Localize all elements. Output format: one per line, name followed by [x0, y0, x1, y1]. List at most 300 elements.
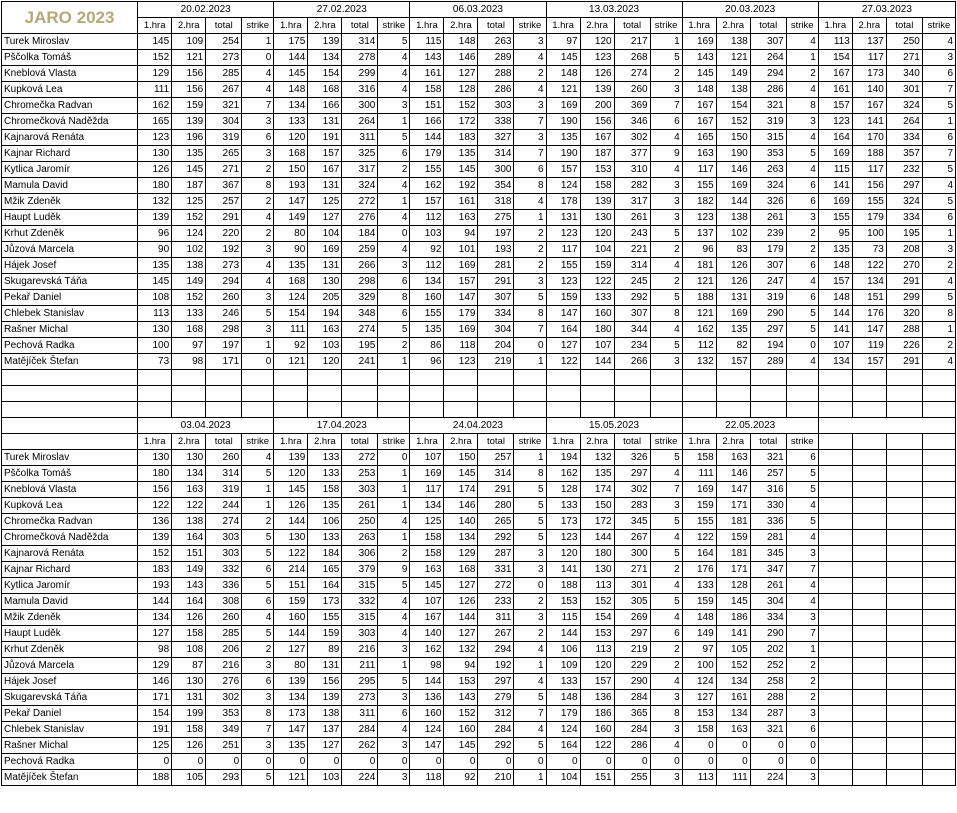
score-cell: 126 — [444, 594, 478, 610]
score-cell: 146 — [138, 674, 172, 690]
score-cell: 148 — [682, 610, 716, 626]
score-cell: 197 — [478, 226, 514, 242]
score-cell: 5 — [922, 290, 955, 306]
score-cell: 2 — [378, 546, 410, 562]
player-name: Kneblová Vlasta — [2, 482, 138, 498]
empty-cell — [922, 738, 955, 754]
score-cell: 140 — [444, 514, 478, 530]
empty-cell — [478, 386, 514, 402]
empty-cell — [172, 402, 206, 418]
score-cell: 120 — [580, 226, 614, 242]
score-cell: 224 — [750, 770, 786, 786]
score-cell: 143 — [444, 690, 478, 706]
column-header: 2.hra — [716, 18, 750, 34]
score-cell: 147 — [546, 306, 580, 322]
score-cell: 135 — [138, 258, 172, 274]
score-cell: 132 — [682, 354, 716, 370]
score-cell: 5 — [650, 50, 682, 66]
score-cell: 314 — [206, 466, 242, 482]
empty-cell — [852, 482, 886, 498]
score-cell: 164 — [546, 322, 580, 338]
score-cell: 121 — [274, 354, 308, 370]
score-cell: 300 — [342, 98, 378, 114]
score-cell: 136 — [138, 514, 172, 530]
score-cell: 168 — [444, 562, 478, 578]
score-cell: 135 — [546, 130, 580, 146]
score-cell: 8 — [786, 98, 818, 114]
score-cell: 3 — [242, 290, 274, 306]
score-cell: 127 — [444, 66, 478, 82]
empty-cell — [2, 418, 138, 434]
score-cell: 315 — [342, 610, 378, 626]
score-cell: 1 — [378, 498, 410, 514]
score-cell: 2 — [786, 690, 818, 706]
player-name: Matějíček Štefan — [2, 354, 138, 370]
score-cell: 291 — [886, 354, 922, 370]
score-cell: 4 — [786, 498, 818, 514]
empty-cell — [818, 466, 852, 482]
score-cell: 4 — [650, 258, 682, 274]
score-cell: 4 — [242, 450, 274, 466]
score-cell: 130 — [138, 146, 172, 162]
score-cell: 243 — [614, 226, 650, 242]
column-header: 2.hra — [308, 18, 342, 34]
score-cell: 92 — [410, 242, 444, 258]
score-cell: 284 — [614, 722, 650, 738]
score-cell: 160 — [444, 722, 478, 738]
score-cell: 4 — [650, 610, 682, 626]
score-cell: 232 — [886, 162, 922, 178]
score-cell: 145 — [444, 466, 478, 482]
player-row — [2, 674, 956, 690]
score-cell: 3 — [650, 354, 682, 370]
score-cell: 292 — [478, 738, 514, 754]
score-cell: 90 — [274, 242, 308, 258]
score-cell: 134 — [716, 674, 750, 690]
score-cell: 324 — [750, 178, 786, 194]
score-cell: 285 — [206, 66, 242, 82]
score-cell: 145 — [172, 162, 206, 178]
score-cell: 5 — [650, 338, 682, 354]
empty-cell — [922, 642, 955, 658]
score-cell: 164 — [172, 530, 206, 546]
score-cell: 168 — [274, 274, 308, 290]
score-cell: 272 — [478, 578, 514, 594]
score-cell: 134 — [410, 498, 444, 514]
score-cell: 321 — [206, 98, 242, 114]
score-cell: 166 — [410, 114, 444, 130]
score-cell: 127 — [308, 210, 342, 226]
player-name: Jůzová Marcela — [2, 242, 138, 258]
score-cell: 158 — [172, 626, 206, 642]
player-row — [2, 626, 956, 642]
score-cell: 167 — [682, 98, 716, 114]
score-cell: 137 — [308, 722, 342, 738]
score-cell: 5 — [242, 626, 274, 642]
empty-cell — [818, 690, 852, 706]
score-cell: 108 — [172, 642, 206, 658]
score-cell: 145 — [444, 162, 478, 178]
score-cell: 6 — [922, 210, 955, 226]
score-cell: 2 — [514, 66, 546, 82]
empty-cell — [274, 386, 308, 402]
score-cell: 195 — [342, 338, 378, 354]
column-header: total — [478, 434, 514, 450]
score-cell: 152 — [138, 546, 172, 562]
score-cell: 122 — [852, 258, 886, 274]
score-cell: 2 — [242, 162, 274, 178]
score-cell: 0 — [378, 754, 410, 770]
score-cell: 246 — [206, 306, 242, 322]
score-cell: 271 — [886, 50, 922, 66]
score-cell: 320 — [886, 306, 922, 322]
score-cell: 140 — [852, 82, 886, 98]
score-cell: 153 — [580, 162, 614, 178]
score-cell: 94 — [444, 658, 478, 674]
column-header: 1.hra — [546, 434, 580, 450]
score-cell: 354 — [478, 178, 514, 194]
score-cell: 157 — [444, 274, 478, 290]
player-row — [2, 114, 956, 130]
empty-cell — [852, 386, 886, 402]
score-cell: 179 — [410, 146, 444, 162]
score-cell: 292 — [614, 290, 650, 306]
player-name: Pechová Radka — [2, 754, 138, 770]
score-cell: 155 — [546, 258, 580, 274]
score-cell: 128 — [716, 578, 750, 594]
empty-cell — [478, 370, 514, 386]
score-cell: 6 — [786, 290, 818, 306]
score-cell: 186 — [716, 610, 750, 626]
score-cell: 120 — [580, 34, 614, 50]
score-cell: 3 — [514, 98, 546, 114]
score-cell: 113 — [682, 770, 716, 786]
empty-cell — [886, 482, 922, 498]
score-cell: 0 — [242, 754, 274, 770]
player-row — [2, 546, 956, 562]
score-cell: 151 — [274, 578, 308, 594]
score-cell: 104 — [308, 226, 342, 242]
score-cell: 0 — [172, 754, 206, 770]
score-cell: 3 — [242, 146, 274, 162]
score-cell: 145 — [274, 482, 308, 498]
score-cell: 264 — [886, 114, 922, 130]
score-cell: 134 — [274, 690, 308, 706]
score-cell: 262 — [342, 738, 378, 754]
player-row — [2, 258, 956, 274]
score-cell: 326 — [750, 194, 786, 210]
score-cell: 164 — [308, 578, 342, 594]
empty-cell — [546, 370, 580, 386]
score-cell: 146 — [444, 498, 478, 514]
score-cell: 286 — [614, 738, 650, 754]
score-cell: 2 — [786, 242, 818, 258]
score-cell: 154 — [308, 66, 342, 82]
score-cell: 164 — [172, 594, 206, 610]
score-cell: 145 — [716, 594, 750, 610]
score-cell: 311 — [342, 130, 378, 146]
score-cell: 165 — [138, 114, 172, 130]
empty-cell — [786, 402, 818, 418]
session-date: 27.02.2023 — [274, 2, 410, 18]
score-cell: 377 — [614, 146, 650, 162]
empty-cell — [378, 386, 410, 402]
score-cell: 287 — [750, 706, 786, 722]
score-cell: 1 — [922, 114, 955, 130]
score-cell: 1 — [378, 530, 410, 546]
empty-cell — [852, 738, 886, 754]
empty-cell — [852, 610, 886, 626]
column-header: strike — [786, 434, 818, 450]
score-cell: 120 — [580, 658, 614, 674]
score-cell: 134 — [444, 530, 478, 546]
score-cell: 152 — [716, 658, 750, 674]
empty-cell — [852, 402, 886, 418]
score-cell: 168 — [274, 146, 308, 162]
score-cell: 153 — [546, 594, 580, 610]
score-cell: 159 — [308, 626, 342, 642]
score-cell: 130 — [580, 210, 614, 226]
score-cell: 130 — [274, 530, 308, 546]
score-cell: 289 — [750, 354, 786, 370]
results-sheet — [1, 1, 956, 786]
column-header: 1.hra — [682, 18, 716, 34]
player-row — [2, 482, 956, 498]
score-cell: 122 — [580, 738, 614, 754]
score-cell: 250 — [342, 514, 378, 530]
score-cell: 113 — [580, 578, 614, 594]
score-cell: 167 — [580, 130, 614, 146]
score-cell: 141 — [818, 178, 852, 194]
score-cell: 105 — [172, 770, 206, 786]
empty-cell — [580, 386, 614, 402]
score-cell: 5 — [922, 162, 955, 178]
score-cell: 135 — [274, 738, 308, 754]
score-cell: 0 — [786, 338, 818, 354]
score-cell: 169 — [682, 34, 716, 50]
score-cell: 145 — [410, 578, 444, 594]
empty-cell — [682, 370, 716, 386]
session-date: 03.04.2023 — [138, 418, 274, 434]
score-cell: 3 — [378, 642, 410, 658]
score-cell: 3 — [650, 82, 682, 98]
score-cell: 180 — [580, 322, 614, 338]
score-cell: 111 — [274, 322, 308, 338]
score-cell: 111 — [138, 82, 172, 98]
score-cell: 286 — [750, 82, 786, 98]
score-cell: 346 — [614, 114, 650, 130]
empty-cell — [886, 706, 922, 722]
score-cell: 153 — [444, 674, 478, 690]
empty-cell — [308, 386, 342, 402]
score-cell: 127 — [274, 642, 308, 658]
empty-cell — [242, 386, 274, 402]
score-cell: 285 — [206, 626, 242, 642]
empty-cell — [410, 370, 444, 386]
score-cell: 144 — [274, 514, 308, 530]
score-cell: 4 — [786, 162, 818, 178]
player-name: Pščolka Tomáš — [2, 466, 138, 482]
score-cell: 348 — [342, 306, 378, 322]
score-cell: 152 — [580, 594, 614, 610]
score-cell: 0 — [716, 754, 750, 770]
score-cell: 303 — [342, 626, 378, 642]
score-cell: 104 — [580, 242, 614, 258]
score-cell: 280 — [478, 498, 514, 514]
score-cell: 3 — [514, 546, 546, 562]
score-cell: 340 — [886, 66, 922, 82]
score-cell: 103 — [410, 226, 444, 242]
empty-cell — [682, 386, 716, 402]
score-cell: 141 — [546, 562, 580, 578]
score-cell: 139 — [274, 674, 308, 690]
score-cell: 260 — [614, 82, 650, 98]
score-cell: 156 — [172, 66, 206, 82]
score-cell: 1 — [378, 658, 410, 674]
score-cell: 204 — [478, 338, 514, 354]
score-cell: 194 — [546, 450, 580, 466]
column-header: strike — [786, 18, 818, 34]
score-cell: 137 — [852, 34, 886, 50]
score-cell: 4 — [514, 722, 546, 738]
score-cell: 2 — [514, 594, 546, 610]
score-cell: 344 — [614, 322, 650, 338]
empty-cell — [478, 402, 514, 418]
score-cell: 167 — [852, 98, 886, 114]
column-header: strike — [922, 18, 955, 34]
score-cell: 5 — [922, 194, 955, 210]
empty-cell — [818, 642, 852, 658]
score-cell: 4 — [514, 82, 546, 98]
score-cell: 158 — [410, 530, 444, 546]
score-cell: 327 — [478, 130, 514, 146]
score-cell: 4 — [514, 50, 546, 66]
player-row — [2, 610, 956, 626]
score-cell: 144 — [274, 50, 308, 66]
score-cell: 134 — [410, 274, 444, 290]
score-cell: 1 — [786, 642, 818, 658]
empty-cell — [650, 402, 682, 418]
score-cell: 305 — [614, 594, 650, 610]
empty-cell — [922, 722, 955, 738]
score-cell: 98 — [410, 658, 444, 674]
score-cell: 154 — [818, 50, 852, 66]
score-cell: 122 — [682, 530, 716, 546]
score-cell: 121 — [682, 306, 716, 322]
score-cell: 121 — [546, 82, 580, 98]
score-cell: 144 — [716, 194, 750, 210]
empty-cell — [514, 402, 546, 418]
score-cell: 170 — [852, 130, 886, 146]
score-cell: 107 — [818, 338, 852, 354]
score-cell: 167 — [818, 66, 852, 82]
score-cell: 3 — [650, 722, 682, 738]
score-cell: 0 — [242, 354, 274, 370]
empty-cell — [242, 370, 274, 386]
score-cell: 6 — [378, 306, 410, 322]
score-cell: 2 — [242, 226, 274, 242]
empty-cell — [378, 370, 410, 386]
empty-cell — [886, 546, 922, 562]
score-cell: 183 — [138, 562, 172, 578]
player-name: Kneblová Vlasta — [2, 66, 138, 82]
player-row — [2, 354, 956, 370]
empty-cell — [922, 498, 955, 514]
column-header: 2.hra — [308, 434, 342, 450]
empty-cell — [818, 402, 852, 418]
score-cell: 113 — [138, 306, 172, 322]
score-cell: 245 — [614, 274, 650, 290]
score-cell: 6 — [786, 194, 818, 210]
score-cell: 145 — [682, 66, 716, 82]
score-cell: 143 — [682, 50, 716, 66]
empty-cell — [852, 530, 886, 546]
score-cell: 123 — [818, 114, 852, 130]
score-cell: 151 — [172, 546, 206, 562]
score-cell: 264 — [750, 50, 786, 66]
score-cell: 1 — [378, 354, 410, 370]
score-cell: 162 — [410, 642, 444, 658]
score-cell: 179 — [546, 706, 580, 722]
score-cell: 179 — [852, 210, 886, 226]
score-cell: 139 — [138, 530, 172, 546]
score-cell: 3 — [514, 274, 546, 290]
player-name: Kajnarová Renáta — [2, 546, 138, 562]
empty-cell — [852, 626, 886, 642]
empty-cell — [852, 578, 886, 594]
score-cell: 134 — [138, 610, 172, 626]
score-cell: 159 — [682, 498, 716, 514]
score-cell: 5 — [514, 738, 546, 754]
score-cell: 8 — [378, 290, 410, 306]
score-cell: 338 — [478, 114, 514, 130]
score-cell: 4 — [378, 626, 410, 642]
score-cell: 334 — [750, 610, 786, 626]
score-cell: 4 — [378, 66, 410, 82]
score-cell: 112 — [410, 258, 444, 274]
score-cell: 252 — [750, 658, 786, 674]
empty-cell — [546, 386, 580, 402]
score-cell: 158 — [580, 178, 614, 194]
score-cell: 120 — [274, 466, 308, 482]
score-cell: 332 — [342, 594, 378, 610]
score-cell: 297 — [886, 178, 922, 194]
score-cell: 2 — [514, 258, 546, 274]
score-cell: 157 — [818, 274, 852, 290]
player-name: Hájek Josef — [2, 258, 138, 274]
score-cell: 8 — [922, 306, 955, 322]
score-cell: 336 — [206, 578, 242, 594]
player-name: Krhut Zdeněk — [2, 226, 138, 242]
score-cell: 0 — [786, 738, 818, 754]
score-cell: 206 — [206, 642, 242, 658]
score-cell: 3 — [242, 738, 274, 754]
blank-row — [2, 370, 956, 386]
score-cell: 315 — [750, 130, 786, 146]
score-cell: 171 — [206, 354, 242, 370]
score-cell: 149 — [716, 66, 750, 82]
score-cell: 0 — [138, 754, 172, 770]
score-cell: 73 — [852, 242, 886, 258]
score-cell: 176 — [852, 306, 886, 322]
score-cell: 6 — [242, 562, 274, 578]
column-header: 2.hra — [580, 18, 614, 34]
score-cell: 97 — [682, 642, 716, 658]
score-cell: 122 — [580, 274, 614, 290]
column-header: 2.hra — [852, 18, 886, 34]
score-cell: 150 — [444, 450, 478, 466]
score-cell: 149 — [274, 210, 308, 226]
